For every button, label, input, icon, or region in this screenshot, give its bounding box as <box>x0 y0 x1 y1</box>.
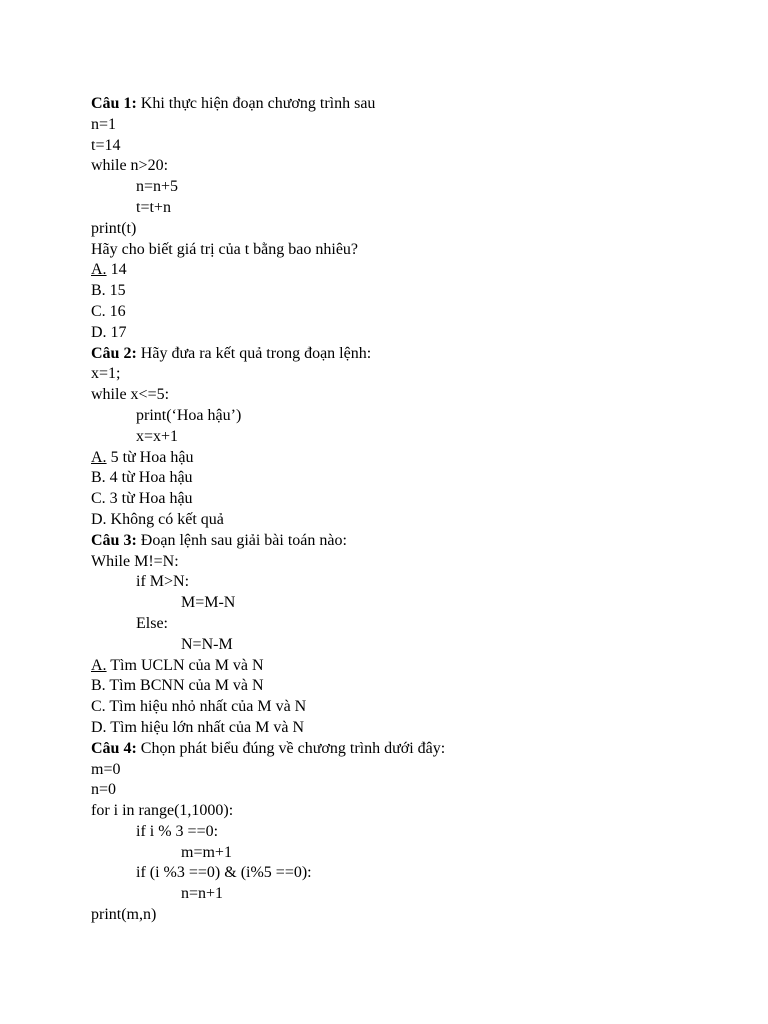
q1-option-b: B. 15 <box>91 282 126 300</box>
q3-code-line: N=N-M <box>181 635 233 653</box>
q2-code-line: x=x+1 <box>136 427 179 445</box>
q1-option-a-text: 14 <box>106 261 127 279</box>
q2-option-b: B. 4 từ Hoa hậu <box>91 469 193 487</box>
question-3-text: Đoạn lệnh sau giải bài toán nào: <box>136 531 347 549</box>
q1-code-line: while n>20: <box>91 157 169 175</box>
q4-code-line: for i in range(1,1000): <box>91 802 234 820</box>
q2-code-line: while x<=5: <box>91 386 170 404</box>
q3-code-line: if M>N: <box>136 573 190 591</box>
q4-code-line: if (i %3 ==0) & (i%5 ==0): <box>136 864 312 882</box>
question-3-label: Câu 3: <box>91 531 137 549</box>
q2-option-a-letter: A. <box>91 448 107 466</box>
question-4-text: Chọn phát biểu đúng về chương trình dưới đây: <box>136 739 446 757</box>
q3-code-line: While M!=N: <box>91 552 179 570</box>
q1-code-line: print(t) <box>91 219 137 237</box>
q1-option-d: D. 17 <box>91 323 127 341</box>
document-content <box>91 94 728 926</box>
question-1-prompt: Hãy cho biết giá trị của t bằng bao nhiêu? <box>91 240 359 258</box>
question-4-label: Câu 4: <box>91 739 137 757</box>
q4-code-line: n=0 <box>91 781 117 799</box>
q1-option-a-letter: A. <box>91 261 107 279</box>
q4-code-line: n=n+1 <box>181 885 224 903</box>
question-2-label: Câu 2: <box>91 344 137 362</box>
q3-code-line: Else: <box>136 614 168 632</box>
q2-code-line: x=1; <box>91 365 121 383</box>
q1-option-c: C. 16 <box>91 302 126 320</box>
q1-code-line: n=1 <box>91 115 117 133</box>
question-1-text: Khi thực hiện đoạn chương trình sau <box>136 95 376 112</box>
q4-code-line: print(m,n) <box>91 906 157 924</box>
q3-option-a-letter: A. <box>91 656 107 674</box>
q2-option-c: C. 3 từ Hoa hậu <box>91 490 193 508</box>
q4-code-line: if i % 3 ==0: <box>136 822 219 840</box>
q3-option-b: B. Tìm BCNN của M và N <box>91 677 264 695</box>
q1-code-line: t=t+n <box>136 198 171 216</box>
q3-option-a <box>91 656 728 677</box>
question-1-heading <box>91 94 728 115</box>
q2-option-a-text: 5 từ Hoa hậu <box>106 448 194 466</box>
q3-option-d: D. Tìm hiệu lớn nhất của M và N <box>91 718 305 736</box>
q3-code-line: M=M-N <box>181 594 236 612</box>
q4-code-line: m=m+1 <box>181 843 232 861</box>
q2-option-d: D. Không có kết quả <box>91 510 224 528</box>
q2-option-a <box>91 448 728 469</box>
q1-code-line: n=n+5 <box>136 178 179 196</box>
question-2-heading <box>91 344 728 365</box>
q3-option-c: C. Tìm hiệu nhỏ nhất của M và N <box>91 698 307 716</box>
q3-option-a-text: Tìm UCLN của M và N <box>106 656 264 674</box>
question-4-heading <box>91 739 728 760</box>
question-2-text: Hãy đưa ra kết quả trong đoạn lệnh: <box>136 344 372 362</box>
q1-code-line: t=14 <box>91 136 121 154</box>
question-1-label: Câu 1: <box>91 95 137 112</box>
question-3-heading <box>91 531 728 552</box>
q1-option-a <box>91 260 728 281</box>
q4-code-line: m=0 <box>91 760 121 778</box>
q2-code-line: print(‘Hoa hậu’) <box>136 406 242 424</box>
